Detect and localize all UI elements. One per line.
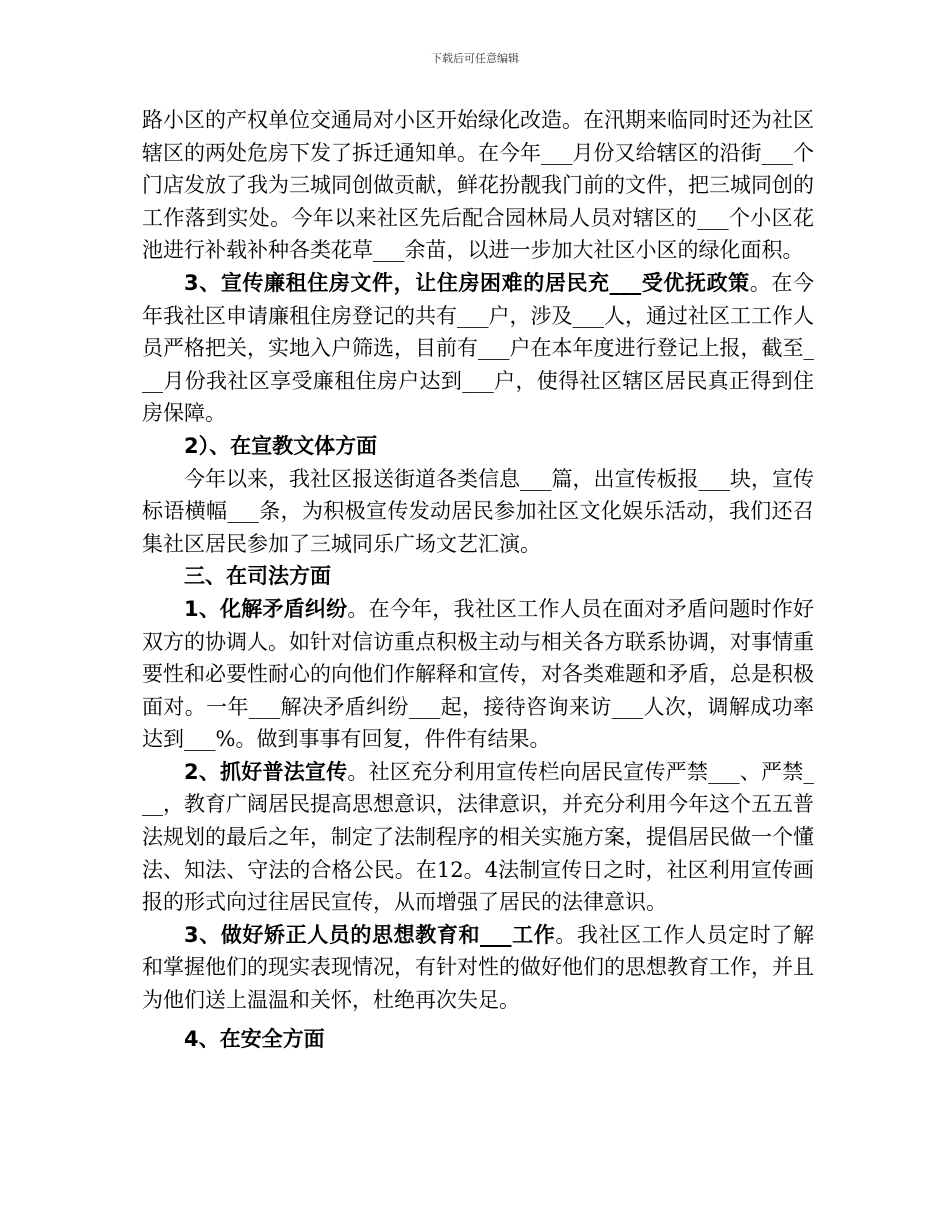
document-body [142,104,814,1055]
paragraph-legal-education-lead: 2、抓好普法宣传 [184,759,348,784]
paragraph-legal-education-text: 。社区充分利用宣传栏向居民宣传严禁___、严禁___，教育广阔居民提高思想意识，法律意识，并充分利用今年这个五五普法规划的最后之年，制定了法制程序的相关实施方案，提倡居民做一个懂法、知法、守法的合格公民。在12。4法制宣传日之时，社区利用宣传画报的形式向过往居民宣传，从而增强了居民的法律意识。 [142,759,814,915]
paragraph-housing-lead: 3、宣传廉租住房文件，让住房困难的居民充___受优抚政策 [184,270,750,295]
paragraph-legal-education [142,756,814,919]
paragraph-disputes [142,593,814,756]
paragraph-greening: 路小区的产权单位交通局对小区开始绿化改造。在汛期来临同时还为社区辖区的两处危房下发了拆迁通知单。在今年___月份又给辖区的沿街___个门店发放了我为三城同创做贡献，鲜花扮靓我门前的文件，把三城同创的工作落到实处。今年以来社区先后配合园林局人员对辖区的___个小区花池进行补载补种各类花草___余苗，以进一步加大社区小区的绿化面积。 [142,108,814,263]
paragraph-correction [142,919,814,1017]
paragraph-correction-lead: 3、做好矫正人员的思想教育和___工作 [184,922,556,947]
page-header: 下载后可任意编辑 [431,52,519,65]
paragraph-correction-text: 。我社区工作人员定时了解和掌握他们的现实表现情况，有针对性的做好他们的思想教育工作，并且为他们送上温温和关怀，杜绝再次失足。 [142,922,814,1013]
heading-culture: 2）、在宣教文体方面 [184,433,378,458]
heading-justice: 三、在司法方面 [184,564,331,589]
paragraph-housing-text: 。在今年我社区申请廉租住房登记的共有___户，涉及___人，通过社区工工作人员严格把关，实地入户筛选，目前有___户在本年度进行登记上报，截至___月份我社区享受廉租住房户达到___户，使得社区辖区居民真正得到住房保障。 [142,270,814,426]
paragraph-disputes-text: 。在今年，我社区工作人员在面对矛盾问题时作好双方的协调人。如针对信访重点积极主动与相关各方联系协调，对事情重要性和必要性耐心的向他们作解释和宣传，对各类难题和矛盾，总是积极面对。一年___解决矛盾纠纷___起，接待咨询来访___人次，调解成功率达到___%。做到事事有回复，件件有结果。 [142,596,814,752]
paragraph-disputes-lead: 1、化解矛盾纠纷 [184,596,348,621]
heading-safety: 4、在安全方面 [184,1026,325,1051]
paragraph-housing [142,267,814,430]
paragraph-culture: 今年以来，我社区报送街道各类信息___篇，出宣传板报___块，宣传标语横幅___条，为积极宣传发动居民参加社区文化娱乐活动，我们还召集社区居民参加了三城同乐广场文艺汇演。 [142,466,814,556]
